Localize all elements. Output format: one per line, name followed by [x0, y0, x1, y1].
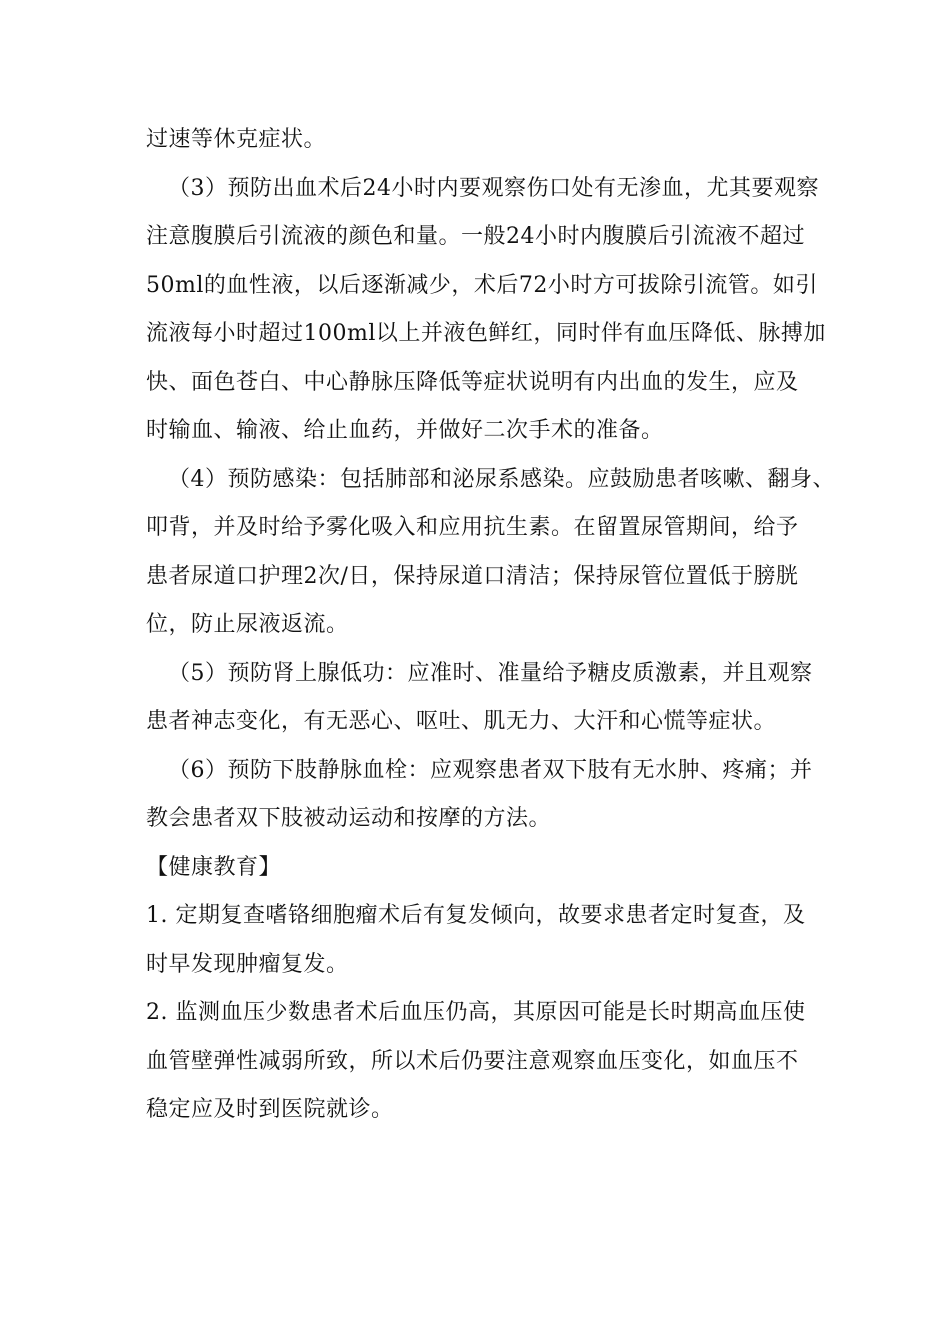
text-line: 教会患者双下肢被动运动和按摩的方法。 [146, 806, 552, 831]
text-line: （5）预防肾上腺低功：应准时、准量给予糖皮质激素，并且观察 [168, 660, 813, 686]
section-heading: 【健康教育】 [146, 854, 282, 880]
document-body [146, 116, 835, 1135]
text-line: 血管壁弹性减弱所致，所以术后仍要注意观察血压变化，如血压不 [146, 1048, 799, 1074]
text-line: 过速等休克症状。 [146, 127, 327, 152]
text-line: （6）预防下肢静脉血栓：应观察患者双下肢有无水肿、疼痛；并 [168, 757, 813, 783]
text-line: 流液每小时超过100ml以上并液色鲜红，同时伴有血压降低、脉搏加 [146, 321, 826, 346]
text-line: 1. 定期复查嗜铬细胞瘤术后有复发倾向，故要求患者定时复查，及 [146, 903, 806, 928]
text-line: 位，防止尿液返流。 [146, 612, 349, 637]
text-line: （4）预防感染：包括肺部和泌尿系感染。应鼓励患者咳嗽、翻身、 [168, 466, 835, 492]
text-line: 注意腹膜后引流液的颜色和量。一般24小时内腹膜后引流液不超过 [146, 224, 805, 249]
text-line: 时输血、输液、给止血药，并做好二次手术的准备。 [146, 418, 664, 443]
text-line: 50ml的血性液，以后逐渐减少，术后72小时方可拔除引流管。如引 [146, 272, 818, 298]
text-line: 快、面色苍白、中心静脉压降低等症状说明有内出血的发生，应及 [146, 369, 799, 395]
text-line: 时早发现肿瘤复发。 [146, 951, 349, 977]
text-line: 2. 监测血压少数患者术后血压仍高，其原因可能是长时期高血压使 [146, 1000, 806, 1025]
text-line: （3）预防出血术后24小时内要观察伤口处有无渗血，尤其要观察 [168, 175, 819, 201]
text-line: 稳定应及时到医院就诊。 [146, 1097, 394, 1122]
text-line: 叩背，并及时给予雾化吸入和应用抗生素。在留置尿管期间，给予 [146, 515, 799, 540]
text-line: 患者神志变化，有无恶心、呕吐、肌无力、大汗和心慌等症状。 [146, 709, 777, 734]
text-line: 患者尿道口护理2次/日，保持尿道口清洁；保持尿管位置低于膀胱 [146, 563, 799, 589]
